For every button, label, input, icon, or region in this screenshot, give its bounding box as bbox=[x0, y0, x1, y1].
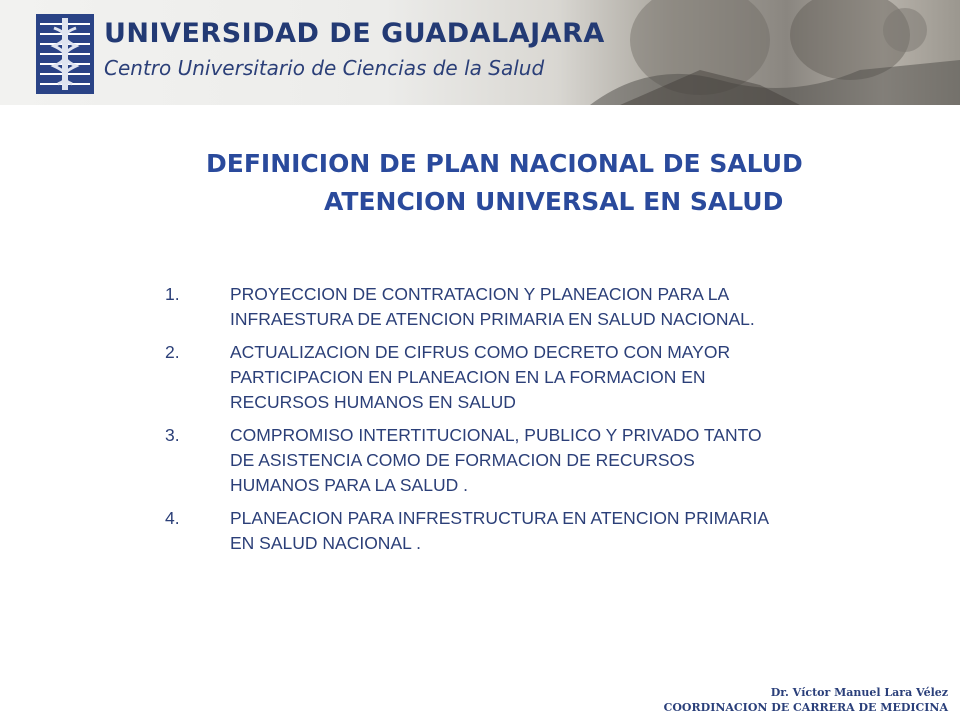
footer-role: COORDINACION DE CARRERA DE MEDICINA bbox=[663, 701, 948, 714]
list-item bbox=[165, 282, 785, 332]
list-item bbox=[165, 423, 785, 498]
footer-author: Dr. Víctor Manuel Lara Vélez bbox=[770, 686, 948, 699]
list-item-number: 2. bbox=[165, 342, 180, 362]
university-name: UNIVERSIDAD DE GUADALAJARA bbox=[104, 18, 605, 49]
list-item bbox=[165, 340, 785, 415]
list-item bbox=[165, 506, 785, 556]
list-item-text: COMPROMISO INTERTITUCIONAL, PUBLICO Y PRIVADO TANTO DE ASISTENCIA COMO DE FORMACION DE RECURSOS HUMANOS PARA LA SALUD . bbox=[230, 425, 762, 495]
list-item-text: PLANEACION PARA INFRESTRUCTURA EN ATENCION PRIMARIA EN SALUD NACIONAL . bbox=[230, 508, 769, 553]
list-item-text: ACTUALIZACION DE CIFRUS COMO DECRETO CON MAYOR PARTICIPACION EN PLANEACION EN LA FORMACION EN RECURSOS HUMANOS EN SALUD bbox=[230, 342, 731, 412]
list-item-number: 1. bbox=[165, 284, 180, 304]
slide-title-line2: ATENCION UNIVERSAL EN SALUD bbox=[324, 187, 784, 216]
slide-title-line1: DEFINICION DE PLAN NACIONAL DE SALUD bbox=[206, 149, 803, 178]
center-name: Centro Universitario de Ciencias de la Salud bbox=[104, 56, 545, 80]
list-item-number: 4. bbox=[165, 508, 180, 528]
header-banner bbox=[0, 0, 960, 105]
banner-mural-image bbox=[0, 0, 960, 105]
slide-title bbox=[150, 145, 890, 221]
list-item-number: 3. bbox=[165, 425, 180, 445]
numbered-list bbox=[165, 282, 785, 564]
caduceus-icon bbox=[36, 14, 94, 94]
list-item-text: PROYECCION DE CONTRATACION Y PLANEACION PARA LA INFRAESTURA DE ATENCION PRIMARIA EN SALUD NACIONAL. bbox=[230, 284, 755, 329]
footer-credit bbox=[664, 685, 948, 715]
